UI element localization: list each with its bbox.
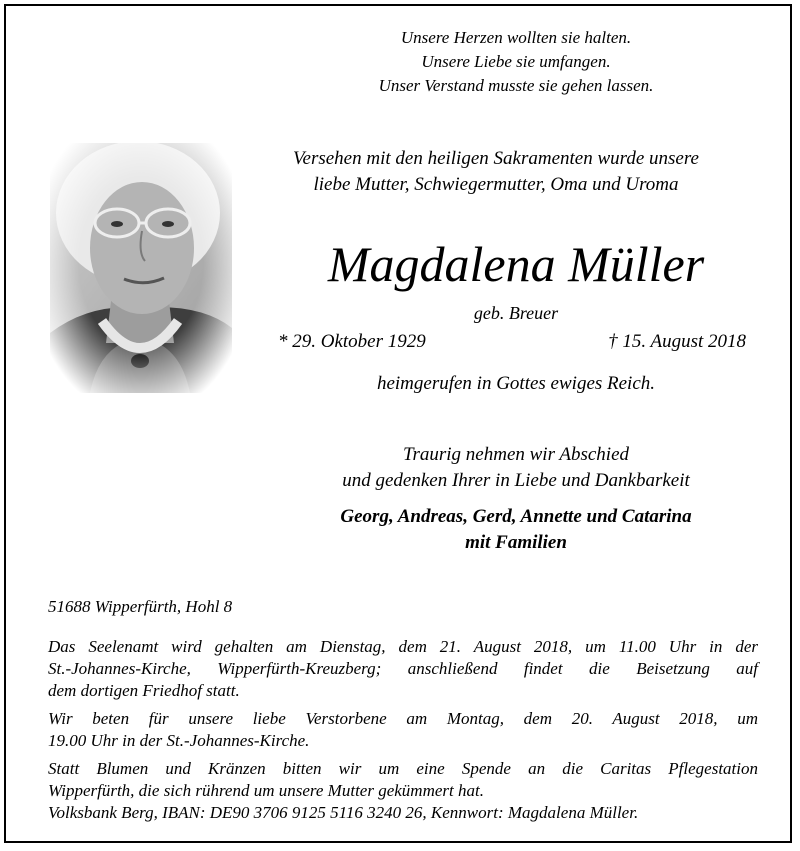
maiden-name: geb. Breuer [473,303,559,323]
birth-date: * 29. Oktober 1929 [278,331,426,352]
prayer-line: Wir beten für unsere liebe Verstorbene am Montag, dem 20. August 2018, um [48,709,758,728]
death-date: † 15. August 2018 [608,331,746,352]
farewell-line: Traurig nehmen wir Abschied [402,444,630,465]
prayer-line: 19.00 Uhr in der St.-Johannes-Kirche. [48,731,310,750]
called-home-text: heimgerufen in Gottes ewiges Reich. [376,373,656,394]
family-line: Georg, Andreas, Gerd, Annette und Catarina [340,506,692,527]
poem-line: Unsere Liebe sie umfangen. [421,52,611,71]
intro-text [256,146,736,198]
prayer-paragraph [48,708,758,752]
intro-line: Versehen mit den heiligen Sakramenten wurde unsere [293,148,699,169]
donation-paragraph [48,758,758,824]
portrait-photo [50,143,232,393]
deceased-name: Magdalena Müller [327,236,705,292]
intro-line: liebe Mutter, Schwiegermutter, Oma und Uroma [313,174,679,195]
service-line: Das Seelenamt wird gehalten am Dienstag, dem 21. August 2018, um 11.00 Uhr in der [48,637,758,656]
farewell-line: und gedenken Ihrer in Liebe und Dankbarkeit [342,470,690,491]
poem [276,26,756,98]
service-line: dem dortigen Friedhof statt. [48,681,240,700]
donation-line: Wipperfürth, die sich rührend um unsere Mutter gekümmert hat. [48,781,484,800]
obituary-frame [4,4,792,843]
farewell-text [256,442,776,494]
service-details [48,636,758,830]
donation-line: Statt Blumen und Kränzen bitten wir um eine Spende an die Caritas Pflegestation [48,759,758,778]
address: 51688 Wipperfürth, Hohl 8 [48,597,233,616]
bank-details: Volksbank Berg, IBAN: DE90 3706 9125 5116 3240 26, Kennwort: Magdalena Müller. [48,803,639,822]
service-paragraph [48,636,758,702]
poem-line: Unser Verstand musste sie gehen lassen. [378,76,654,95]
family-line: mit Familien [465,532,567,553]
service-line: St.-Johannes-Kirche, Wipperfürth-Kreuzberg; anschließend findet die Beisetzung auf [48,659,758,678]
poem-line: Unsere Herzen wollten sie halten. [400,28,632,47]
family-names [256,504,776,556]
